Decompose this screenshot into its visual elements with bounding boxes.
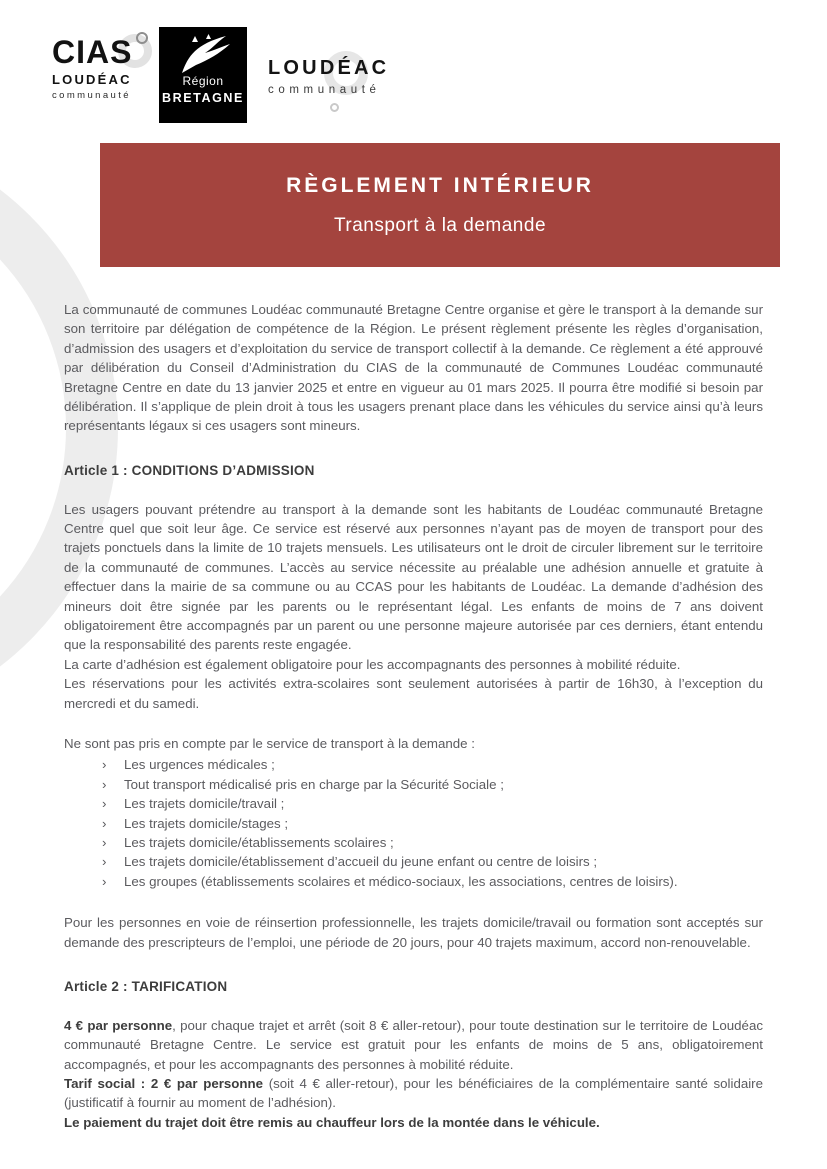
tarif-social-lead: Tarif social : 2 € par personne bbox=[64, 1076, 264, 1091]
list-item-text: Les urgences médicales ; bbox=[124, 757, 275, 773]
bretagne-logo-region-text: Région bbox=[182, 74, 224, 88]
tarif-social-paragraph bbox=[64, 1074, 763, 1113]
article1-conditions-block bbox=[64, 500, 763, 713]
list-bullet-icon: › bbox=[102, 873, 107, 889]
tarif-social-rest: (soit 4 € aller-retour), pour les bénéficiaires de la complémentaire santé solidaire (justificatif à fournir au moment de l’adhésion). bbox=[64, 1076, 764, 1111]
article1-paragraph-2: La carte d’adhésion est également obligatoire pour les accompagnants des personnes à mobilité réduite. bbox=[64, 656, 681, 672]
tarif-standard-lead: 4 € par personne bbox=[64, 1017, 173, 1033]
intro-paragraph: La communauté de communes Loudéac communauté Bretagne Centre organise et gère le transport à la demande sur son territoire par délégation de compétence de la Région. Le présent règlement présente les règles d’organisation, d’admission des usagers et d’exploitation du service de transport collectif à la demande. Ce règlement a été approuvé par délibération du Conseil d’Administration du CIAS de la communauté de Communes Loudéac communauté Bretagne Centre en date du 13 janvier 2025 et entre en vigueur au 01 mars 2025. Il pourra être modifié si besoin par délibération. Il s’applique de plein droit à tous les usagers prenant place dans les véhicules du service ainsi qu’à leurs représentants légaux si ces usagers sont mineurs. bbox=[64, 302, 763, 434]
list-item-text: Les groupes (établissements scolaires et médico-sociaux, les associations, centres de loisirs). bbox=[124, 873, 678, 889]
document-body bbox=[64, 300, 763, 1132]
list-item bbox=[64, 775, 763, 794]
list-item bbox=[64, 833, 763, 852]
list-item bbox=[64, 872, 763, 891]
cias-logo bbox=[52, 36, 132, 101]
header-logos bbox=[0, 0, 827, 143]
list-bullet-icon: › bbox=[102, 815, 107, 831]
document-title: RÈGLEMENT INTÉRIEUR bbox=[286, 173, 594, 197]
tarif-standard-paragraph bbox=[64, 1016, 763, 1074]
region-bretagne-logo bbox=[159, 27, 247, 123]
article1-heading: Article 1 : CONDITIONS D’ADMISSION bbox=[64, 462, 315, 478]
list-item-text: Les trajets domicile/stages ; bbox=[124, 815, 289, 831]
list-item-text: Tout transport médicalisé pris en charge par la Sécurité Sociale ; bbox=[124, 776, 504, 792]
exclusions-list bbox=[64, 755, 763, 891]
list-bullet-icon: › bbox=[102, 757, 107, 773]
list-bullet-icon: › bbox=[102, 854, 107, 870]
payment-note: Le paiement du trajet doit être remis au chauffeur lors de la montée dans le véhicule. bbox=[64, 1114, 600, 1130]
cias-logo-acronym: CIAS bbox=[52, 34, 133, 70]
tarif-standard-rest: , pour chaque trajet et arrêt (soit 8 € aller-retour), pour toute destination sur le territoire de Loudéac communauté Bretagne Centre. Le service est gratuit pour les enfants de moins de 5 ans, obligatoirement accompagnés, et pour les accompagnants des personnes à mobilité réduite. bbox=[64, 1017, 763, 1072]
cias-logo-name: LOUDÉAC bbox=[52, 72, 132, 87]
loudeac-logo-name: LOUDÉAC bbox=[268, 57, 390, 79]
list-item-text: Les trajets domicile/établissement d’accueil du jeune enfant ou centre de loisirs ; bbox=[124, 854, 598, 870]
article2-heading: Article 2 : TARIFICATION bbox=[64, 979, 228, 995]
list-item bbox=[64, 814, 763, 833]
article1-paragraph-3: Les réservations pour les activités extra-scolaires sont seulement autorisées à partir de 16h30, à l’exception du mercredi et du samedi. bbox=[64, 676, 763, 711]
list-bullet-icon: › bbox=[102, 835, 107, 851]
exclusions-list-intro: Ne sont pas pris en compte par le service de transport à la demande : bbox=[64, 736, 475, 752]
article2-tarification-block bbox=[64, 1016, 763, 1132]
bretagne-logo-name: BRETAGNE bbox=[161, 91, 244, 105]
list-item-text: Les trajets domicile/travail ; bbox=[124, 796, 285, 812]
article1-paragraph-1: Les usagers pouvant prétendre au transport à la demande sont les habitants de Loudéac communauté Bretagne Centre quel que soit leur âge. Ce service est réservé aux personnes n’ayant pas de moyen de transport pour des trajets ponctuels dans la limite de 10 trajets mensuels. Les utilisateurs ont le droit de circuler librement sur le territoire de la communauté de communes. L’accès au service nécessite au préalable une adhésion annuelle et gratuite à effectuer dans la mairie de sa commune ou au CCAS pour les habitants de Loudéac. La demande d’adhésion des mineurs doit être signée par les parents ou le représentant légal. Les enfants de moins de 7 ans doivent obligatoirement être accompagnés par un parent ou une personne majeure autorisée par ces derniers, étant entendu que la responsabilité des parents reste engagée. bbox=[64, 501, 763, 653]
bretagne-flag-icon bbox=[172, 32, 234, 76]
list-item-text: Les trajets domicile/établissements scolaires ; bbox=[124, 835, 394, 851]
document-subtitle: Transport à la demande bbox=[333, 214, 547, 236]
loudeac-communaute-logo bbox=[268, 57, 389, 96]
article1-paragraph-4: Pour les personnes en voie de réinsertion professionnelle, les trajets domicile/travail ou formation sont acceptés sur demande des prescripteurs de l’emploi, une période de 20 jours, pour 40 trajets maximum, accord non-renouvelable. bbox=[64, 915, 763, 950]
cias-logo-subname: communauté bbox=[52, 90, 131, 101]
list-bullet-icon: › bbox=[102, 796, 107, 812]
title-banner bbox=[100, 143, 780, 267]
list-item bbox=[64, 794, 763, 813]
loudeac-logo-subname: communauté bbox=[268, 84, 381, 96]
loudeac-logo-dot-icon bbox=[330, 103, 339, 112]
list-bullet-icon: › bbox=[102, 776, 107, 792]
list-item bbox=[64, 755, 763, 774]
list-item bbox=[64, 852, 763, 871]
